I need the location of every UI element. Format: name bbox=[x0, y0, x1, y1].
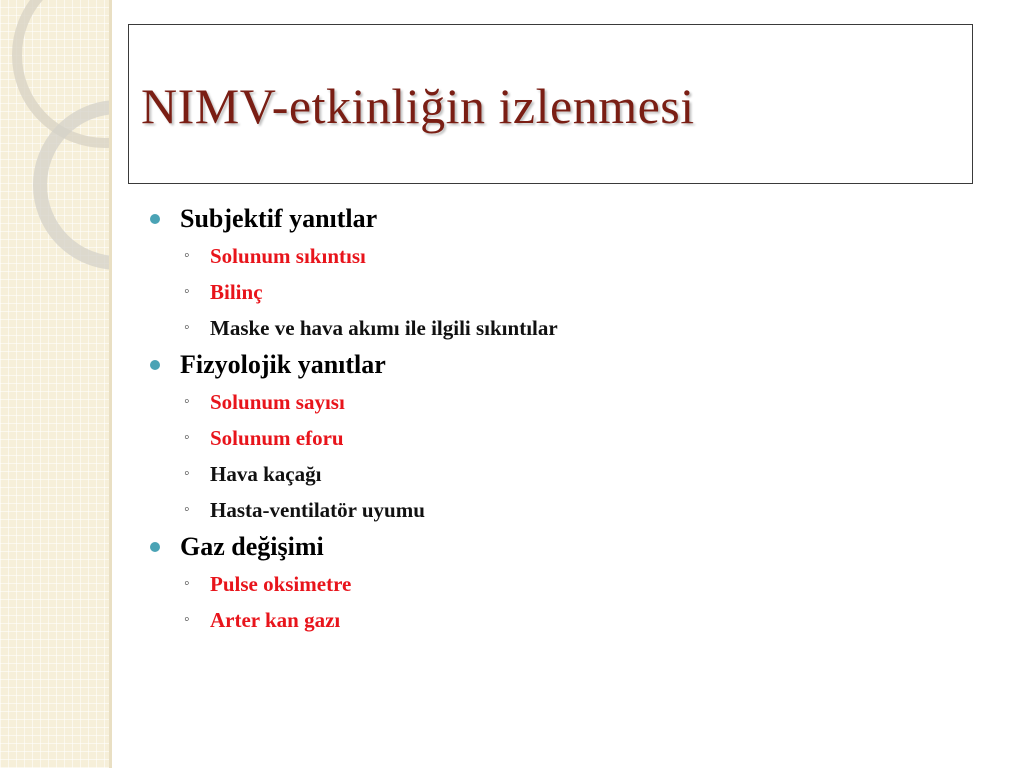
list-item-text: Hava kaçağı bbox=[210, 462, 322, 486]
decorative-circles bbox=[0, 0, 112, 768]
ring-bullet-icon: ◦ bbox=[184, 247, 190, 264]
decorative-side-panel bbox=[0, 0, 112, 768]
section-label: Gaz değişimi bbox=[180, 532, 324, 561]
ring-bullet-icon: ◦ bbox=[184, 319, 190, 336]
list-item bbox=[148, 420, 968, 456]
bullet-section-subjective bbox=[148, 200, 968, 238]
list-item-text: Bilinç bbox=[210, 280, 263, 304]
ring-bullet-icon: ◦ bbox=[184, 575, 190, 592]
bullet-section-physiological bbox=[148, 346, 968, 384]
section-label: Fizyolojik yanıtlar bbox=[180, 350, 386, 379]
title-box bbox=[128, 24, 973, 184]
list-item-text: Solunum sayısı bbox=[210, 390, 345, 414]
bullet-section-gas-exchange bbox=[148, 528, 968, 566]
list-item-text: Solunum sıkıntısı bbox=[210, 244, 366, 268]
ring-bullet-icon: ◦ bbox=[184, 283, 190, 300]
list-item bbox=[148, 456, 968, 492]
bullet-dot-icon bbox=[150, 214, 160, 224]
bullet-list bbox=[148, 200, 968, 638]
list-item bbox=[148, 602, 968, 638]
slide-title: NIMV-etkinliğin izlenmesi bbox=[141, 78, 695, 134]
list-item-text: Pulse oksimetre bbox=[210, 572, 352, 596]
list-item-text: Maske ve hava akımı ile ilgili sıkıntılar bbox=[210, 316, 558, 340]
list-item-text: Solunum eforu bbox=[210, 426, 344, 450]
ring-bullet-icon: ◦ bbox=[184, 501, 190, 518]
list-item bbox=[148, 492, 968, 528]
bullet-dot-icon bbox=[150, 542, 160, 552]
list-item bbox=[148, 566, 968, 602]
list-item bbox=[148, 384, 968, 420]
ring-bullet-icon: ◦ bbox=[184, 429, 190, 446]
list-item bbox=[148, 310, 968, 346]
ring-bullet-icon: ◦ bbox=[184, 393, 190, 410]
bullet-dot-icon bbox=[150, 360, 160, 370]
list-item-text: Arter kan gazı bbox=[210, 608, 341, 632]
list-item bbox=[148, 238, 968, 274]
section-label: Subjektif yanıtlar bbox=[180, 204, 378, 233]
ring-bullet-icon: ◦ bbox=[184, 465, 190, 482]
list-item bbox=[148, 274, 968, 310]
list-item-text: Hasta-ventilatör uyumu bbox=[210, 498, 425, 522]
ring-bullet-icon: ◦ bbox=[184, 611, 190, 628]
